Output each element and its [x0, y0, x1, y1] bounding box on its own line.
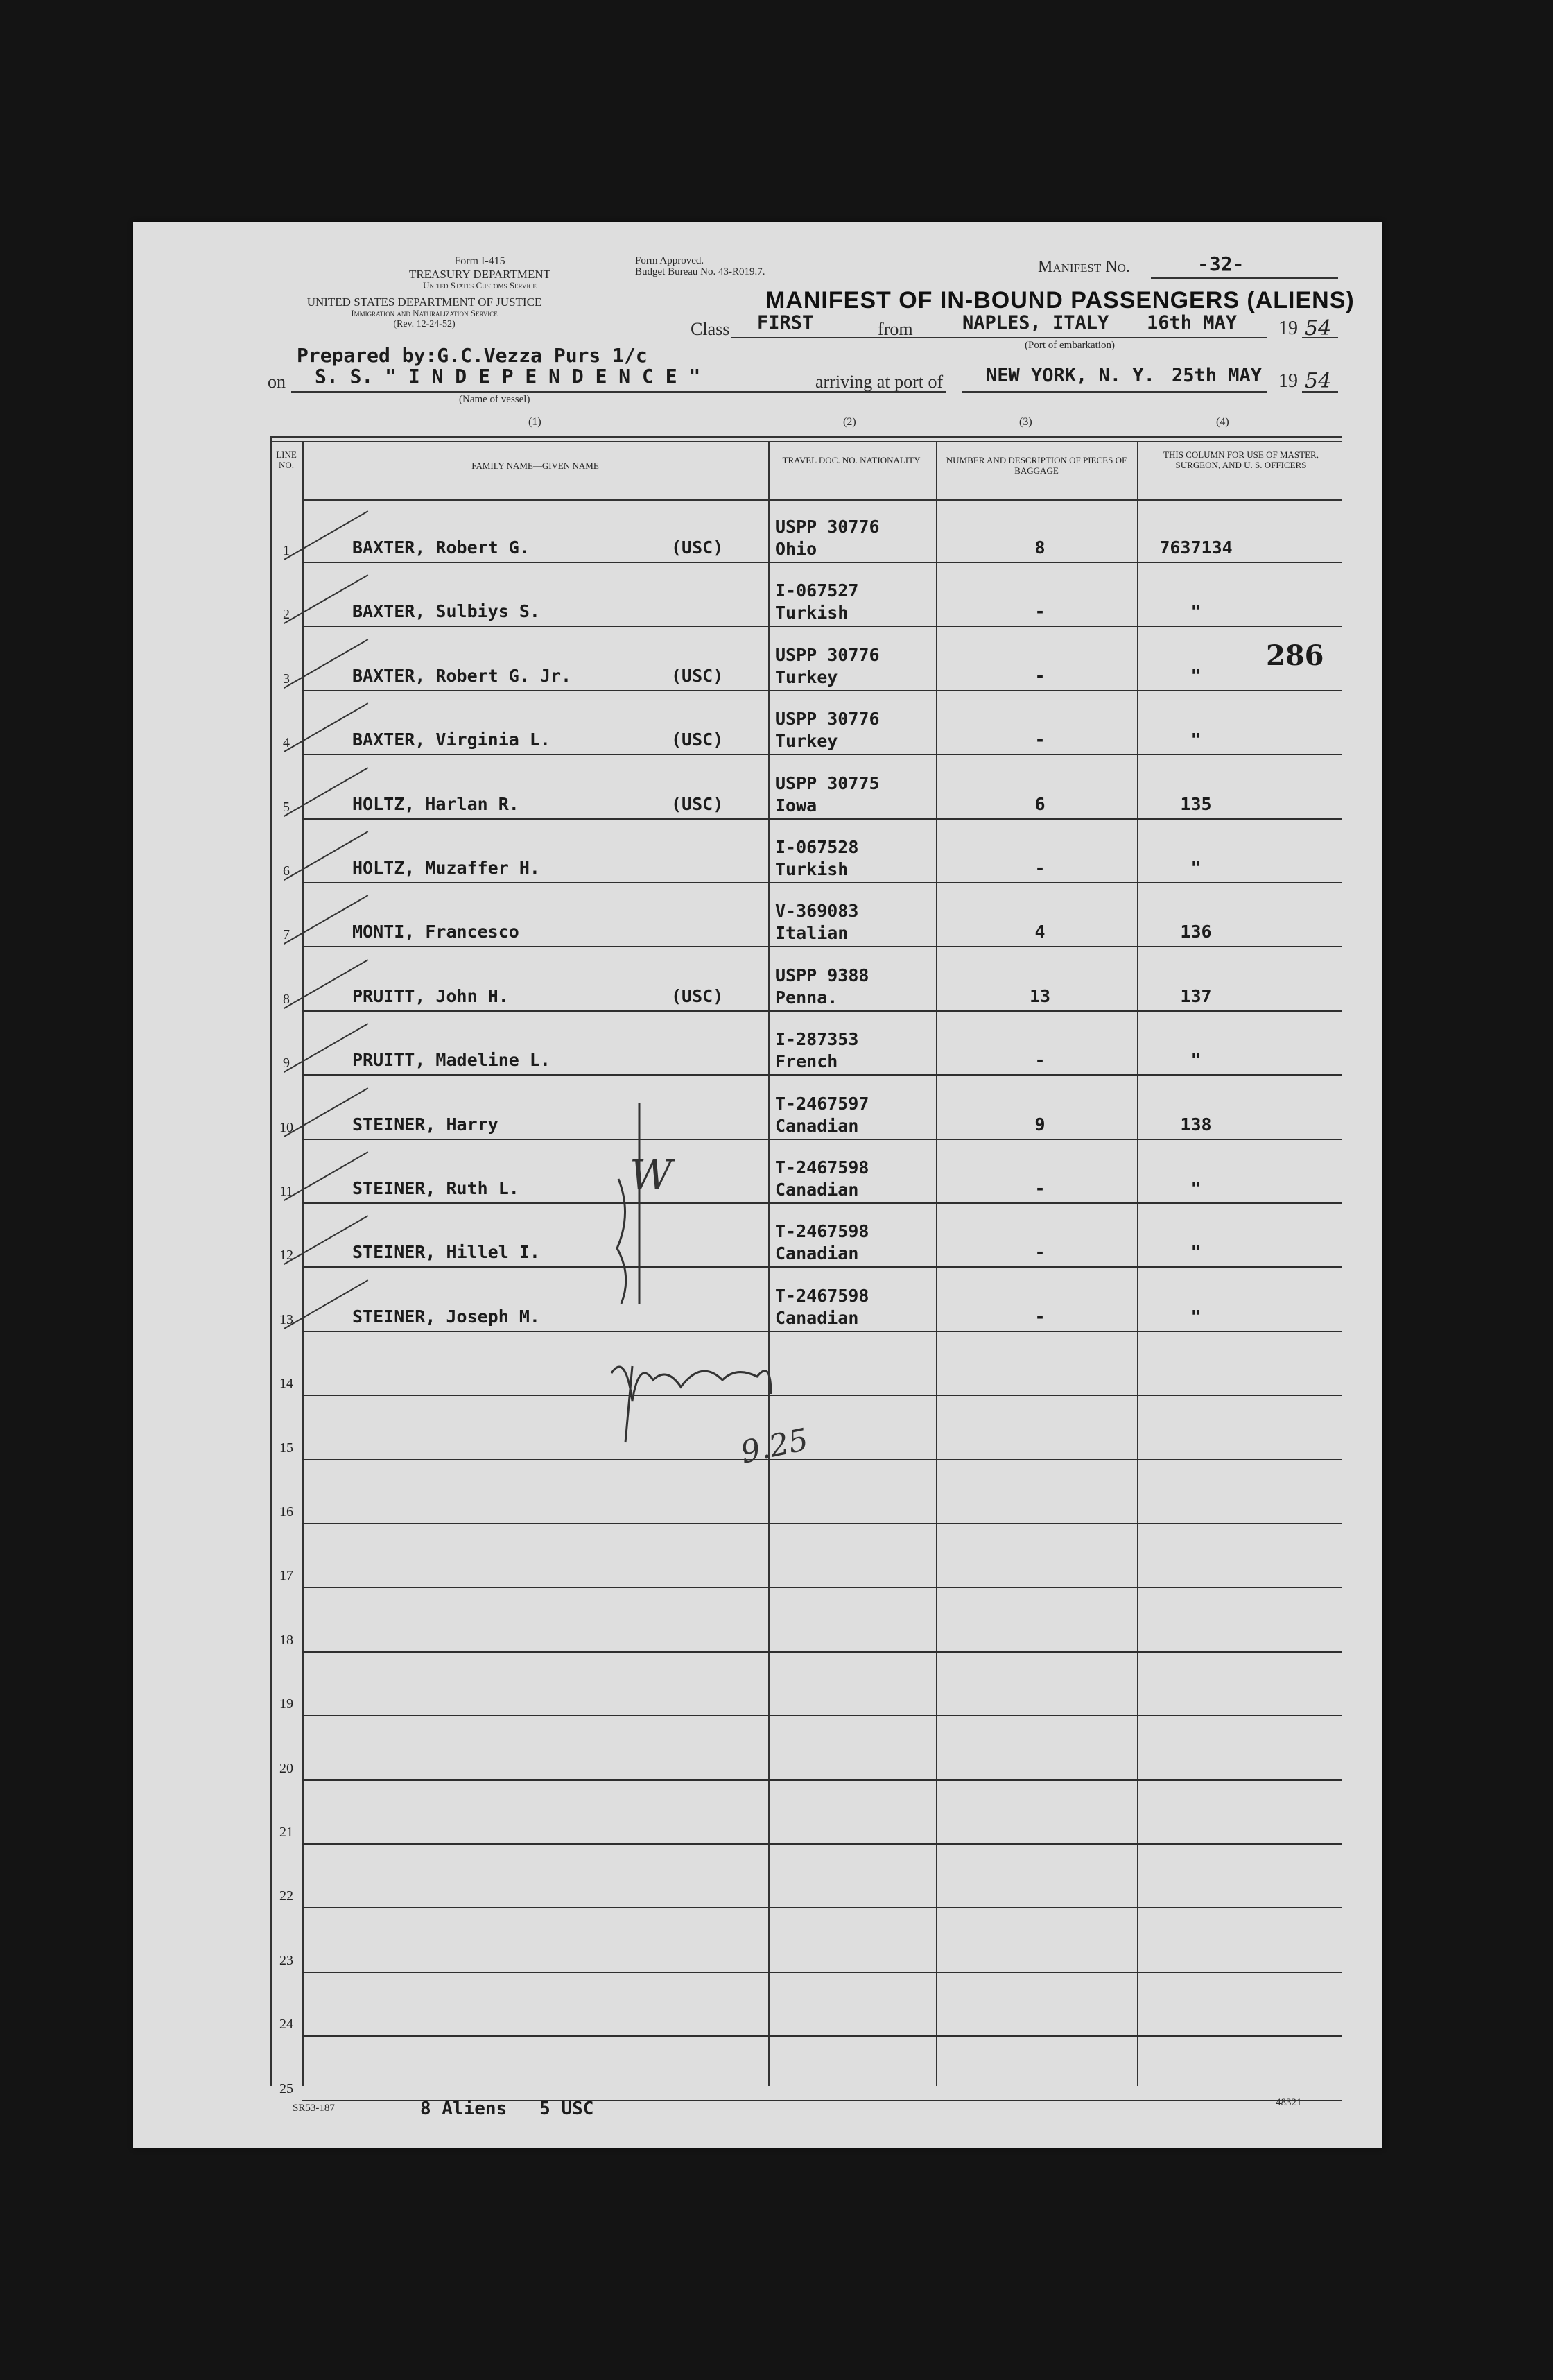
stamp-number: 286 [1266, 639, 1324, 672]
passenger-name: STEINER, Joseph M. [352, 1306, 540, 1327]
officer-note: " [1190, 1050, 1201, 1071]
class-value: FIRST [757, 312, 814, 334]
col-num-2: (2) [843, 416, 856, 428]
line-number: 16 [279, 1504, 293, 1519]
footer-number: 48321 [1276, 2097, 1302, 2108]
travel-doc-no: USPP 30775 [775, 773, 880, 793]
passenger-table [270, 436, 1342, 2096]
baggage-count: 4 [1034, 922, 1046, 942]
manifest-title: MANIFEST OF IN-BOUND PASSENGERS (ALIENS) [765, 287, 1355, 313]
line-number: 13 [279, 1311, 293, 1327]
line-number: 11 [279, 1184, 293, 1199]
officer-note: " [1190, 730, 1201, 750]
table-row [270, 499, 1342, 563]
passenger-name: STEINER, Ruth L. [352, 1178, 519, 1198]
year-prefix: 19 [1278, 318, 1298, 339]
table-row [270, 1781, 1342, 1845]
line-number: 24 [279, 2017, 293, 2033]
col-num-3: (3) [1019, 416, 1032, 428]
col-num-4: (4) [1216, 416, 1229, 428]
officer-note: " [1190, 1178, 1201, 1198]
line-number: 14 [279, 1376, 293, 1392]
from-label: from [878, 319, 913, 339]
nationality: Iowa [775, 795, 817, 816]
manifest-page [133, 222, 1382, 2148]
baggage-count: - [1034, 858, 1046, 878]
line-number: 5 [283, 799, 290, 815]
on-label: on [268, 372, 286, 392]
travel-doc-no: T-2467598 [775, 1285, 869, 1306]
citizenship-mark: (USC) [671, 730, 724, 750]
officer-note: 136 [1180, 922, 1212, 942]
baggage-count: 8 [1034, 537, 1046, 558]
officer-note: 7637134 [1159, 537, 1233, 558]
officer-note: 135 [1180, 793, 1212, 814]
officer-note: " [1190, 858, 1201, 878]
vessel-label: (Name of vessel) [459, 394, 530, 405]
line-number: 19 [279, 1696, 293, 1712]
travel-doc-no: USPP 30776 [775, 517, 880, 537]
line-number: 25 [279, 2080, 293, 2096]
baggage-count: - [1034, 730, 1046, 750]
table-row [270, 883, 1342, 947]
baggage-count: 6 [1034, 793, 1046, 814]
baggage-count: - [1034, 1306, 1046, 1327]
from-date: 16th MAY [1147, 312, 1238, 334]
line-number: 12 [279, 1248, 293, 1264]
handwritten-initial: W [630, 1151, 673, 1200]
line-number: 21 [279, 1825, 293, 1840]
header-doc: TRAVEL DOC. NO. NATIONALITY [782, 455, 921, 465]
form-number: Form I-415 [454, 255, 505, 267]
line-number: 22 [279, 1888, 293, 1904]
table-row [270, 1653, 1342, 1716]
handwritten-note: 9.25 [737, 1422, 812, 1471]
passenger-name: STEINER, Harry [352, 1114, 498, 1135]
line-number: 8 [283, 991, 290, 1007]
header-line-no: LINE NO. [276, 449, 297, 470]
travel-doc-no: USPP 9388 [775, 965, 869, 985]
year-prefix-2: 19 [1278, 370, 1298, 392]
baggage-count: - [1034, 1242, 1046, 1263]
baggage-count: - [1034, 601, 1046, 622]
baggage-count: - [1034, 1050, 1046, 1071]
treasury-dept: TREASURY DEPARTMENT [408, 268, 551, 281]
table-row [270, 628, 1342, 691]
citizenship-mark: (USC) [671, 665, 724, 686]
line-number: 20 [279, 1760, 293, 1776]
citizenship-mark: (USC) [671, 985, 724, 1006]
vessel-name: S. S. " I N D E P E N D E N C E " [315, 365, 701, 388]
line-number: 6 [283, 863, 290, 879]
nationality: Ohio [775, 539, 817, 559]
table-row [270, 2037, 1342, 2101]
officer-note: " [1190, 601, 1201, 622]
line-number: 9 [283, 1055, 290, 1071]
officer-note: " [1190, 1242, 1201, 1263]
line-number: 7 [283, 927, 290, 943]
travel-doc-no: I-287353 [775, 1029, 859, 1050]
table-row [270, 756, 1342, 820]
alien-usc-total: 8 Aliens 5 USC [420, 2098, 594, 2119]
from-port: NAPLES, ITALY [962, 312, 1109, 334]
year-suffix-2: 54 [1305, 369, 1332, 393]
travel-doc-no: USPP 30776 [775, 644, 880, 665]
line-number: 1 [283, 543, 290, 558]
officer-note: " [1190, 1306, 1201, 1327]
passenger-name: BAXTER, Sulbiys S. [352, 601, 540, 622]
travel-doc-no: T-2467598 [775, 1221, 869, 1242]
table-row [270, 1524, 1342, 1588]
travel-doc-no: I-067528 [775, 837, 859, 857]
line-number: 23 [279, 1952, 293, 1968]
baggage-count: 9 [1034, 1114, 1046, 1135]
line-number: 15 [279, 1440, 293, 1456]
table-row [270, 1717, 1342, 1781]
travel-doc-no: I-067527 [775, 580, 859, 601]
travel-doc-no: T-2467598 [775, 1157, 869, 1178]
nationality: Turkish [775, 859, 849, 879]
table-row [270, 1012, 1342, 1076]
table-row [270, 1589, 1342, 1653]
header-name: FAMILY NAME—GIVEN NAME [471, 460, 599, 471]
line-number: 2 [283, 607, 290, 623]
nationality: Penna. [775, 987, 838, 1008]
nationality: Turkey [775, 666, 838, 687]
officer-note: 138 [1180, 1114, 1212, 1135]
baggage-count: - [1034, 665, 1046, 686]
handwritten-signature [605, 1345, 840, 1463]
header-officers: THIS COLUMN FOR USE OF MASTER, SURGEON, AND U. S. OFFICERS [1163, 449, 1319, 470]
year-suffix: 54 [1305, 316, 1332, 340]
line-number: 3 [283, 671, 290, 687]
nationality: Canadian [775, 1307, 859, 1328]
line-number: 18 [279, 1632, 293, 1648]
nationality: Turkish [775, 603, 849, 623]
arrival-port: NEW YORK, N. Y. [986, 365, 1155, 386]
table-row [270, 1460, 1342, 1524]
justice-dept: UNITED STATES DEPARTMENT OF JUSTICE [306, 295, 542, 309]
baggage-count: 13 [1029, 985, 1051, 1006]
nationality: Italian [775, 923, 849, 944]
table-row [270, 1845, 1342, 1908]
handwritten-bracket [611, 1096, 653, 1331]
passenger-name: BAXTER, Robert G. [352, 537, 530, 558]
table-row [270, 1076, 1342, 1140]
nationality: Canadian [775, 1180, 859, 1200]
table-row [270, 691, 1342, 755]
travel-doc-no: V-369083 [775, 901, 859, 922]
nationality: Turkey [775, 731, 838, 752]
officer-note: " [1190, 665, 1201, 686]
table-row [270, 1204, 1342, 1268]
passenger-name: HOLTZ, Muzaffer H. [352, 858, 540, 878]
nationality: Canadian [775, 1115, 859, 1136]
travel-doc-no: USPP 30776 [775, 709, 880, 730]
budget-bureau: Budget Bureau No. 43-R019.7. [635, 266, 765, 277]
ins-service: Immigration and Naturalization Service [351, 308, 498, 318]
port-embark-label: (Port of embarkation) [1025, 340, 1115, 351]
table-row [270, 1140, 1342, 1204]
passenger-name: PRUITT, Madeline L. [352, 1050, 550, 1071]
travel-doc-no: T-2467597 [775, 1093, 869, 1114]
nationality: Canadian [775, 1243, 859, 1264]
manifest-no-label: Manifest No. [1038, 258, 1130, 276]
prepared-by: Prepared by:G.C.Vezza Purs 1/c [297, 344, 648, 367]
col-num-1: (1) [528, 416, 541, 428]
citizenship-mark: (USC) [671, 793, 724, 814]
revision: (Rev. 12-24-52) [393, 319, 456, 329]
line-number: 10 [279, 1119, 293, 1135]
manifest-no: -32- [1197, 252, 1244, 275]
passenger-name: BAXTER, Robert G. Jr. [352, 665, 572, 686]
line-number: 17 [279, 1568, 293, 1584]
table-row [270, 948, 1342, 1012]
header-baggage: NUMBER AND DESCRIPTION OF PIECES OF BAGGAGE [946, 455, 1127, 476]
customs-service: United States Customs Service [423, 280, 537, 291]
baggage-count: - [1034, 1178, 1046, 1198]
table-row [270, 563, 1342, 627]
table-row [270, 1909, 1342, 1973]
officer-note: 137 [1180, 985, 1212, 1006]
citizenship-mark: (USC) [671, 537, 724, 558]
passenger-name: MONTI, Francesco [352, 922, 519, 942]
footer-code: SR53-187 [293, 2103, 335, 2114]
class-label: Class [691, 319, 730, 339]
form-approved: Form Approved. [635, 255, 704, 266]
line-number: 4 [283, 735, 290, 751]
nationality: French [775, 1051, 838, 1072]
table-row [270, 1973, 1342, 2037]
arrival-date: 25th MAY [1172, 365, 1263, 386]
passenger-name: BAXTER, Virginia L. [352, 730, 550, 750]
passenger-name: PRUITT, John H. [352, 985, 509, 1006]
table-row [270, 1268, 1342, 1332]
arriving-label: arriving at port of [815, 372, 944, 392]
table-row [270, 820, 1342, 883]
passenger-name: HOLTZ, Harlan R. [352, 793, 519, 814]
passenger-name: STEINER, Hillel I. [352, 1242, 540, 1263]
